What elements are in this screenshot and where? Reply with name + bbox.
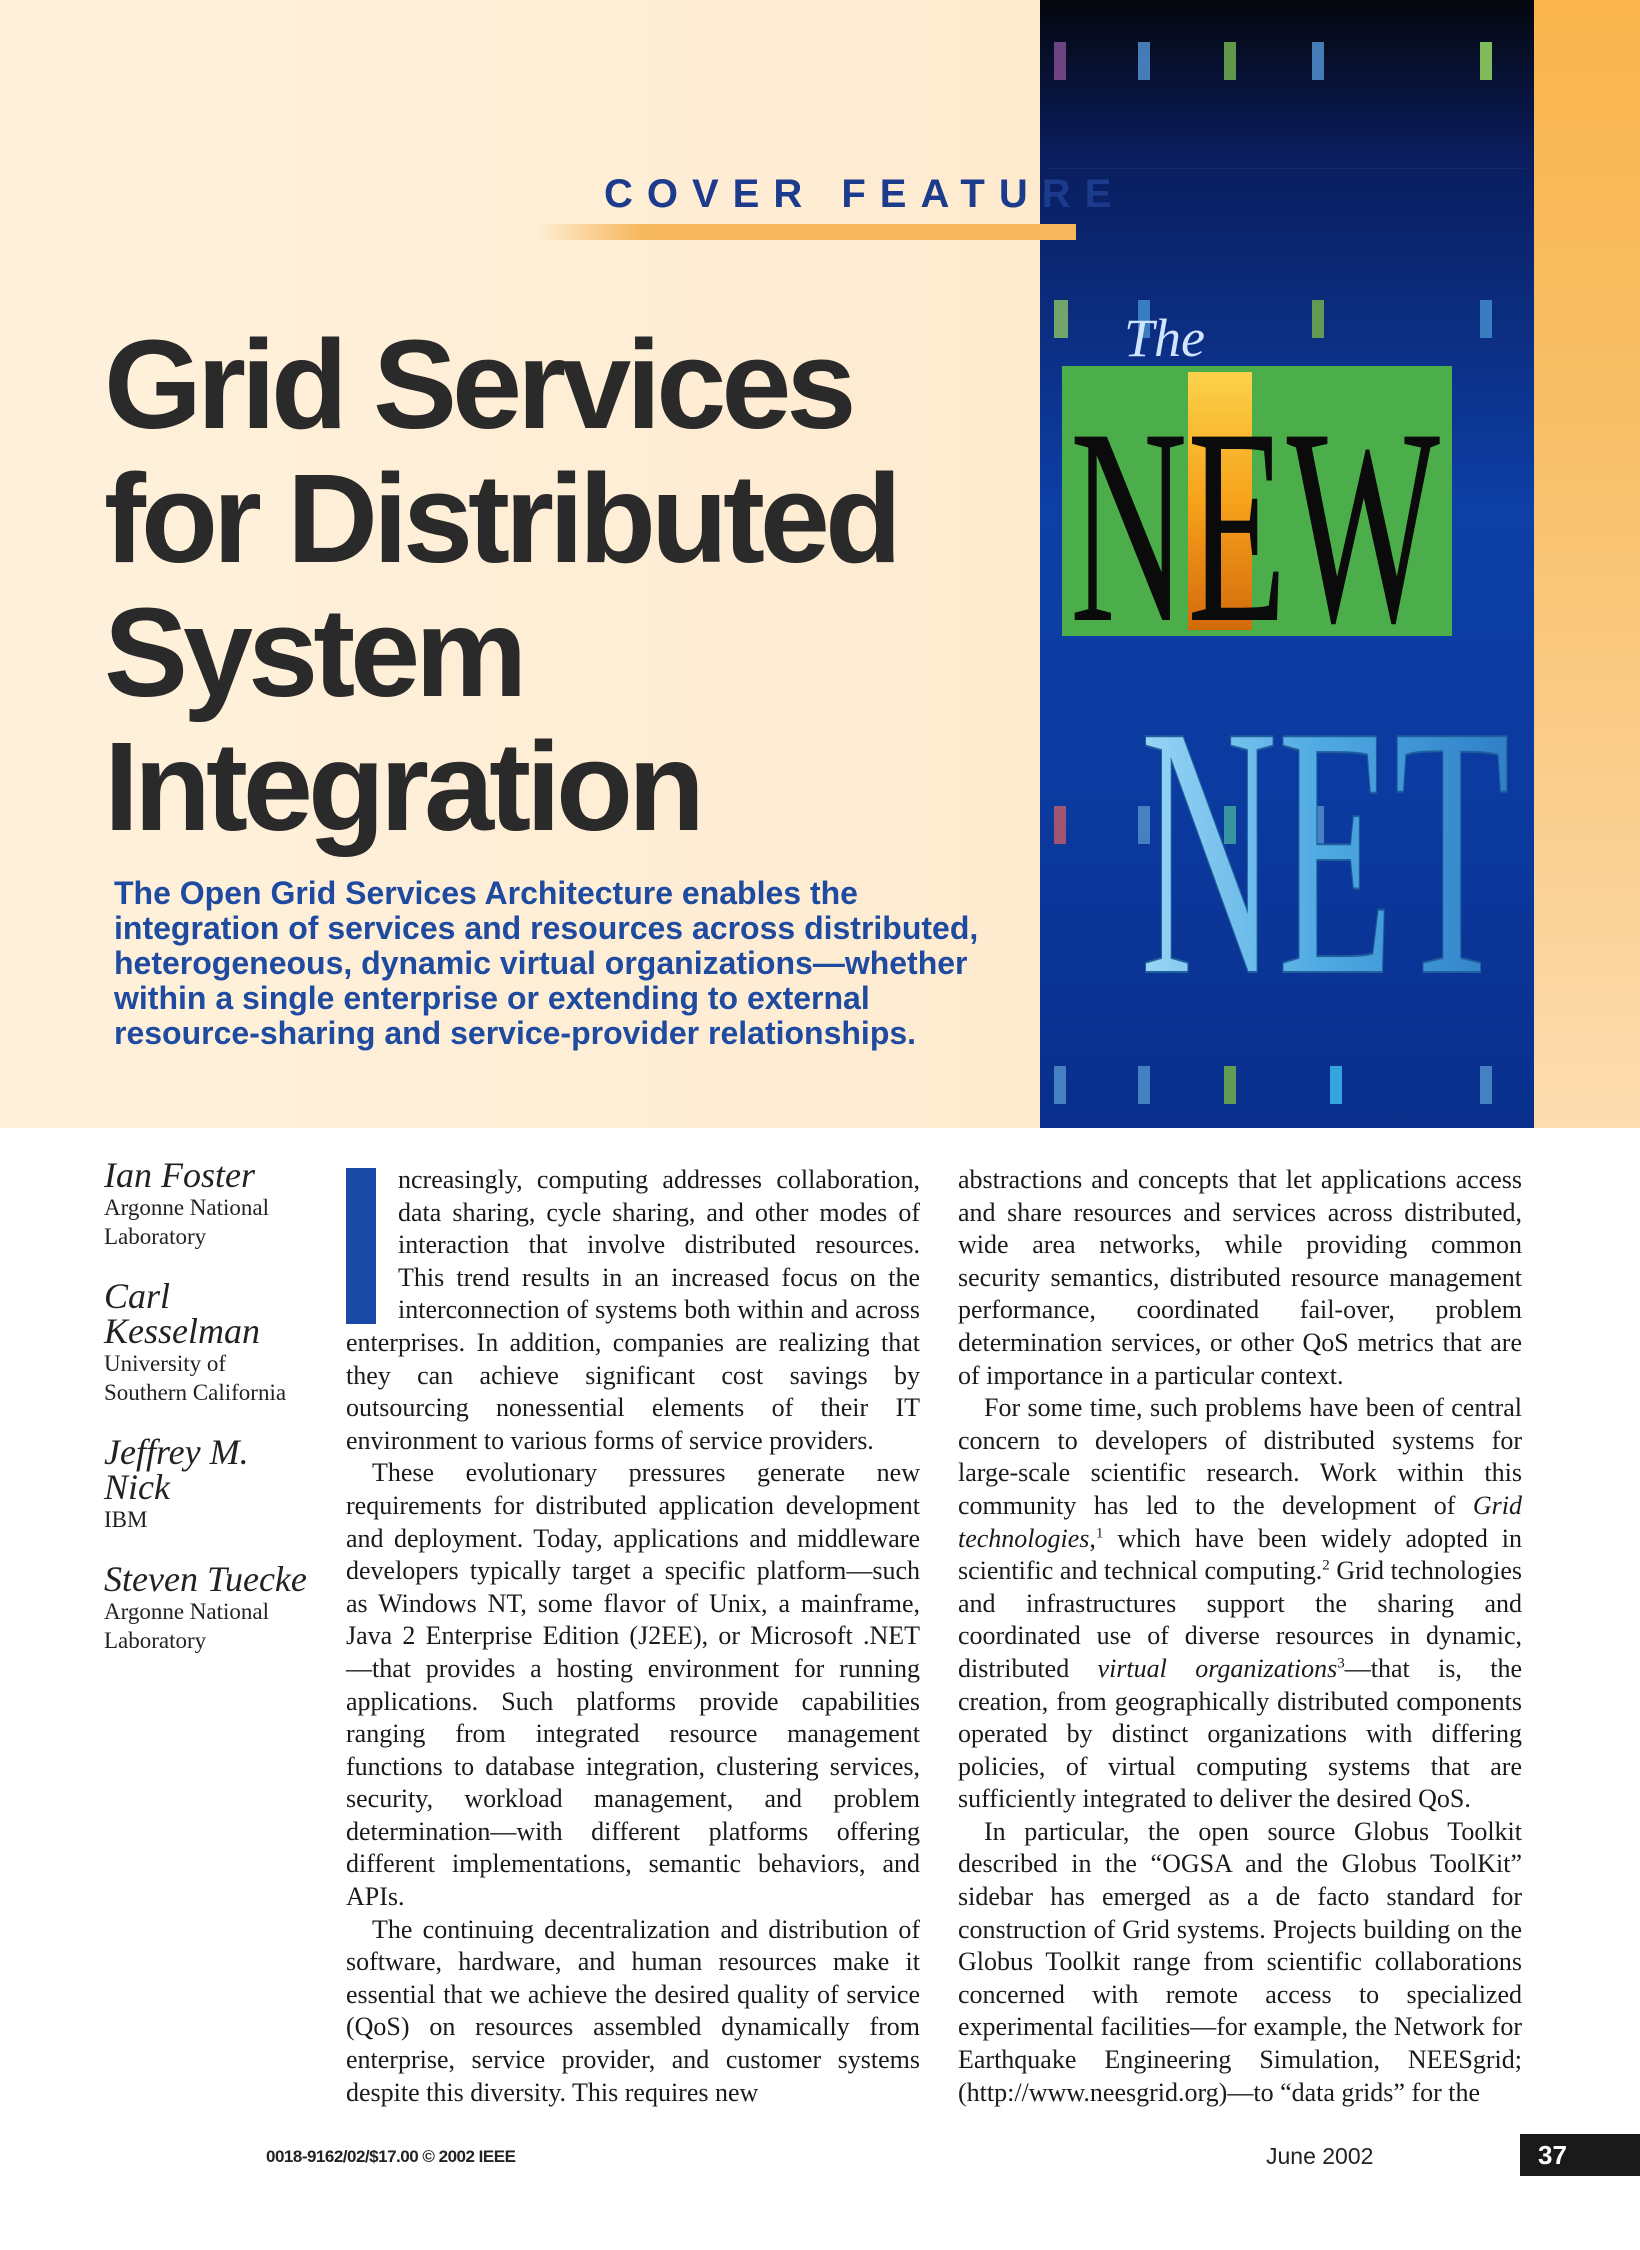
article-title bbox=[104, 314, 924, 857]
title-line: Grid Services bbox=[104, 314, 852, 455]
term-grid-technologies: Grid technologies bbox=[958, 1490, 1522, 1553]
author-name: Carl bbox=[104, 1276, 171, 1316]
title-line: Integration bbox=[104, 716, 700, 857]
body-column-1 bbox=[346, 1164, 920, 2109]
orange-edge-strip bbox=[1534, 0, 1640, 1128]
title-line: for Distributed bbox=[104, 448, 897, 589]
author-name: Ian Foster bbox=[104, 1155, 255, 1195]
author-name: Jeffrey M. bbox=[104, 1432, 249, 1472]
cover-word-new: NEW bbox=[1070, 370, 1442, 681]
text-run: —that is, the creation, from geographically distributed components operated by distinct organizations with differing policies, of virtual computing systems that are sufficiently integrated to deliver the desired QoS. bbox=[958, 1653, 1523, 1814]
body-column-2 bbox=[958, 1164, 1522, 2109]
article-deck: The Open Grid Services Architecture enables the integration of services and resources across distributed, heterogeneous, dynamic virtual organizations—whether within a single enterprise or extending to external resource-sharing and service-provider relationships. bbox=[114, 875, 979, 1051]
body-paragraph: For some time, such problems have been of central concern to developers of distributed systems for large-scale scientific research. Work within this community has led to the development of Grid technologies,$^1$ which have been widely adopted in scientific and technical computing.$^2$ Grid technologies and infrastructures support the sharing and coordinated use of diverse resources in dynamic, distributed virtual organizations$^3$—that is, the creation, from geographically distributed components operated by distinct organizations with differing policies, of virtual computing systems that are sufficiently integrated to deliver the desired QoS. bbox=[958, 1393, 1523, 1814]
author-affiliation: Laboratory bbox=[104, 1628, 207, 1653]
author-list bbox=[104, 1155, 334, 1683]
author-block bbox=[104, 1276, 334, 1407]
author-name: Steven Tuecke bbox=[104, 1559, 307, 1599]
footnote-ref: 3 bbox=[1337, 1655, 1345, 1672]
author-affiliation: University of bbox=[104, 1351, 227, 1376]
body-paragraph: abstractions and concepts that let applications access and share resources and services across distributed, wide area networks, while providing common security semantics, distributed resource management performance, coordinated fail-over, problem determination services, or other QoS metrics that are of importance in a particular context. bbox=[958, 1165, 1522, 1390]
author-name: Kesselman bbox=[104, 1311, 260, 1351]
term-virtual-organizations: virtual organizations bbox=[1097, 1653, 1338, 1683]
text-run: which have been widely adopted in scientific and technical computing. bbox=[958, 1523, 1522, 1586]
author-affiliation: Southern California bbox=[104, 1380, 287, 1405]
author-block bbox=[104, 1155, 334, 1251]
cover-art-image bbox=[1040, 0, 1534, 1128]
body-paragraph: The continuing decentralization and distribution of software, hardware, and human resources make it essential that we achieve the desired quality of service (QoS) on resources assembled dynamically from enterprise, service provider, and customer systems despite this diversity. This requires new bbox=[346, 1914, 920, 2107]
body-paragraph: ncreasingly, computing addresses collaboration, data sharing, cycle sharing, and other modes of interaction that involve distributed resources. This trend results in an increased focus on the interconnection of systems both within and across enterprises. In addition, companies are realizing that they can achieve significant cost savings by outsourcing nonessential elements of their IT environment to various forms of service providers. bbox=[346, 1165, 920, 1455]
footer-date: June 2002 bbox=[1266, 2143, 1374, 2169]
footnote-ref: 1 bbox=[1095, 1524, 1104, 1541]
page-number: 37 bbox=[1520, 2134, 1640, 2176]
author-block bbox=[104, 1432, 334, 1534]
cover-word-the: The bbox=[1124, 308, 1205, 368]
author-affiliation: Laboratory bbox=[104, 1224, 207, 1249]
footnote-ref: 2 bbox=[1322, 1557, 1330, 1574]
text-run: Grid technologies and infrastructures support the sharing and coordinated use of diverse resources in dynamic, distributed bbox=[958, 1556, 1522, 1683]
section-rule bbox=[536, 224, 1076, 240]
cover-word-net: NET bbox=[1140, 651, 1510, 1050]
new-net-illustration bbox=[1040, 0, 1534, 1128]
body-paragraph: In particular, the open source Globus Toolkit described in the “OGSA and the Globus ToolKit” sidebar has emerged as a de facto standard for construction of Grid systems. Projects building on the Globus Toolkit range from scientific collaborations concerned with remote access to specialized experimental facilities—for example, the Network for Earthquake Engineering Simulation, NEESgrid; (http://www.neesgrid.org)—to “data grids” for the bbox=[958, 1816, 1522, 2107]
author-affiliation: Argonne National bbox=[104, 1195, 270, 1220]
footer-copyright: 0018-9162/02/$17.00 © 2002 IEEE bbox=[266, 2147, 516, 2166]
author-affiliation: IBM bbox=[104, 1507, 148, 1532]
author-name: Nick bbox=[104, 1467, 170, 1507]
author-affiliation: Argonne National bbox=[104, 1599, 270, 1624]
author-block bbox=[104, 1559, 334, 1655]
title-line: System bbox=[104, 582, 523, 723]
body-paragraph: These evolutionary pressures generate new requirements for distributed application development and deployment. Today, applications and middleware developers typically target a specific platform—such as Windows NT, some flavor of Unix, a mainframe, Java 2 Enterprise Edition (J2EE), or Microsoft .NET—that provides a hosting environment for running applications. Such platforms provide capabilities ranging from integrated resource management functions to database integration, clustering services, security, workload management, and problem determination—with different platforms offering different implementations, semantic behaviors, and APIs. bbox=[346, 1458, 920, 1912]
text-run: For some time, such problems have been of central concern to developers of distributed systems for large-scale scientific research. Work within this community has led to the development of bbox=[958, 1393, 1522, 1520]
section-label: COVER FEATURE bbox=[604, 172, 1126, 216]
dropcap-i bbox=[346, 1168, 376, 1324]
